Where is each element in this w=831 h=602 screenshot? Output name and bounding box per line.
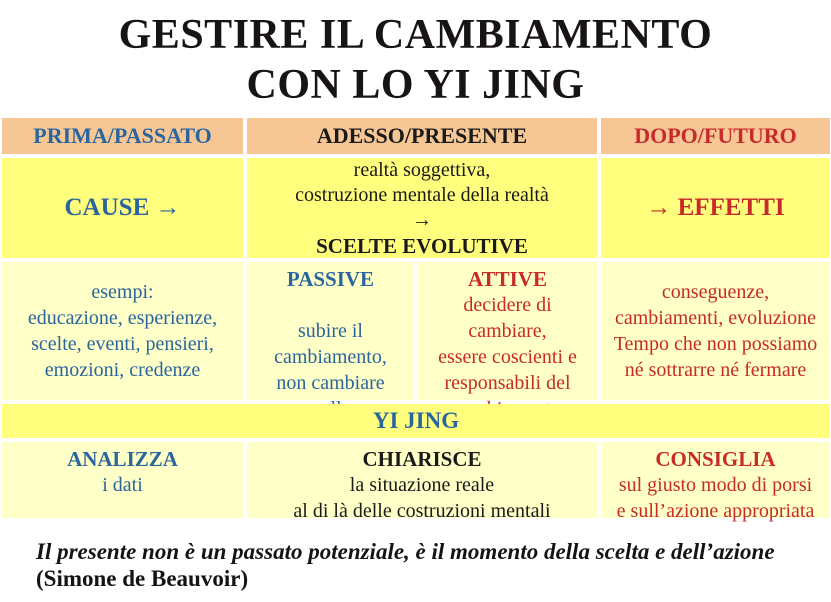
text-line: i dati: [102, 474, 143, 496]
header-cell-past: PRIMA/PASSATO: [2, 118, 243, 154]
text-line: subire il: [297, 320, 363, 342]
quote-block: [36, 538, 816, 592]
cell-effects: → EFFETTI: [601, 158, 830, 258]
slide-title-line1: GESTIRE IL CAMBIAMENTO: [118, 12, 713, 58]
text-line: educazione, esperienze,: [27, 307, 218, 329]
text-line: responsabili del: [444, 372, 571, 394]
evolutionary-choices-label: SCELTE EVOLUTIVE: [316, 233, 528, 258]
text-line: al di là delle costruzioni mentali: [293, 500, 551, 522]
text-line: cambiamento,: [274, 346, 387, 368]
header-cell-present: ADESSO/PRESENTE: [247, 118, 597, 154]
text-line: emozioni, credenze: [44, 359, 201, 381]
present-reality-lines: [295, 158, 549, 233]
text-line: cambiamenti, evoluzione: [614, 307, 817, 329]
text-line: realtà soggettiva,: [353, 158, 491, 181]
slide-title-line2: CON LO YI JING: [246, 62, 585, 108]
text-line: scelte, eventi, pensieri,: [31, 333, 214, 355]
clarify-lines: [293, 472, 550, 524]
text-line: né sottrarre né fermare: [624, 359, 807, 381]
quote-author: (Simone de Beauvoir): [36, 566, 249, 591]
text-line: e sull’azione appropriata: [616, 500, 815, 522]
change-management-table: [2, 118, 830, 522]
text-line: costruzione mentale della realtà: [295, 183, 549, 206]
analyze-title: ANALIZZA: [67, 447, 178, 471]
cell-advise: [601, 442, 830, 522]
clarify-title: CHIARISCE: [362, 447, 482, 471]
cell-examples: [2, 262, 243, 400]
analyze-lines: [102, 472, 143, 498]
advise-lines: [617, 472, 815, 524]
text-line: essere coscienti e: [438, 346, 577, 368]
passive-title: PASSIVE: [286, 267, 375, 291]
active-title: ATTIVE: [468, 267, 547, 291]
cell-analyze: [2, 442, 243, 518]
cell-clarify: [247, 442, 597, 522]
text-line: esempi:: [91, 281, 154, 303]
cell-causes: CAUSE →: [2, 158, 243, 258]
cell-consequences: [601, 262, 830, 400]
text-line: Tempo che non possiamo: [613, 333, 818, 355]
advise-title: CONSIGLIA: [655, 447, 776, 471]
quote-text: Il presente non è un passato potenziale, è il momento della scelta e dell’azione: [36, 539, 775, 564]
text-line: →: [411, 208, 432, 231]
slide-title: [0, 0, 831, 110]
text-line: sul giusto modo di porsi: [618, 474, 813, 496]
text-line: conseguenze,: [661, 281, 770, 303]
text-line: decidere di: [463, 294, 552, 316]
text-line: cambiare,: [468, 320, 547, 342]
text-line: non cambiare: [276, 372, 385, 394]
active-lines: [438, 292, 577, 422]
cell-present-reality: [247, 158, 597, 258]
header-cell-future: DOPO/FUTURO: [601, 118, 830, 154]
cell-active: [418, 262, 597, 400]
cell-yijing-banner: YI JING: [2, 404, 830, 438]
cell-passive: [247, 262, 414, 400]
text-line: la situazione reale: [349, 474, 495, 496]
